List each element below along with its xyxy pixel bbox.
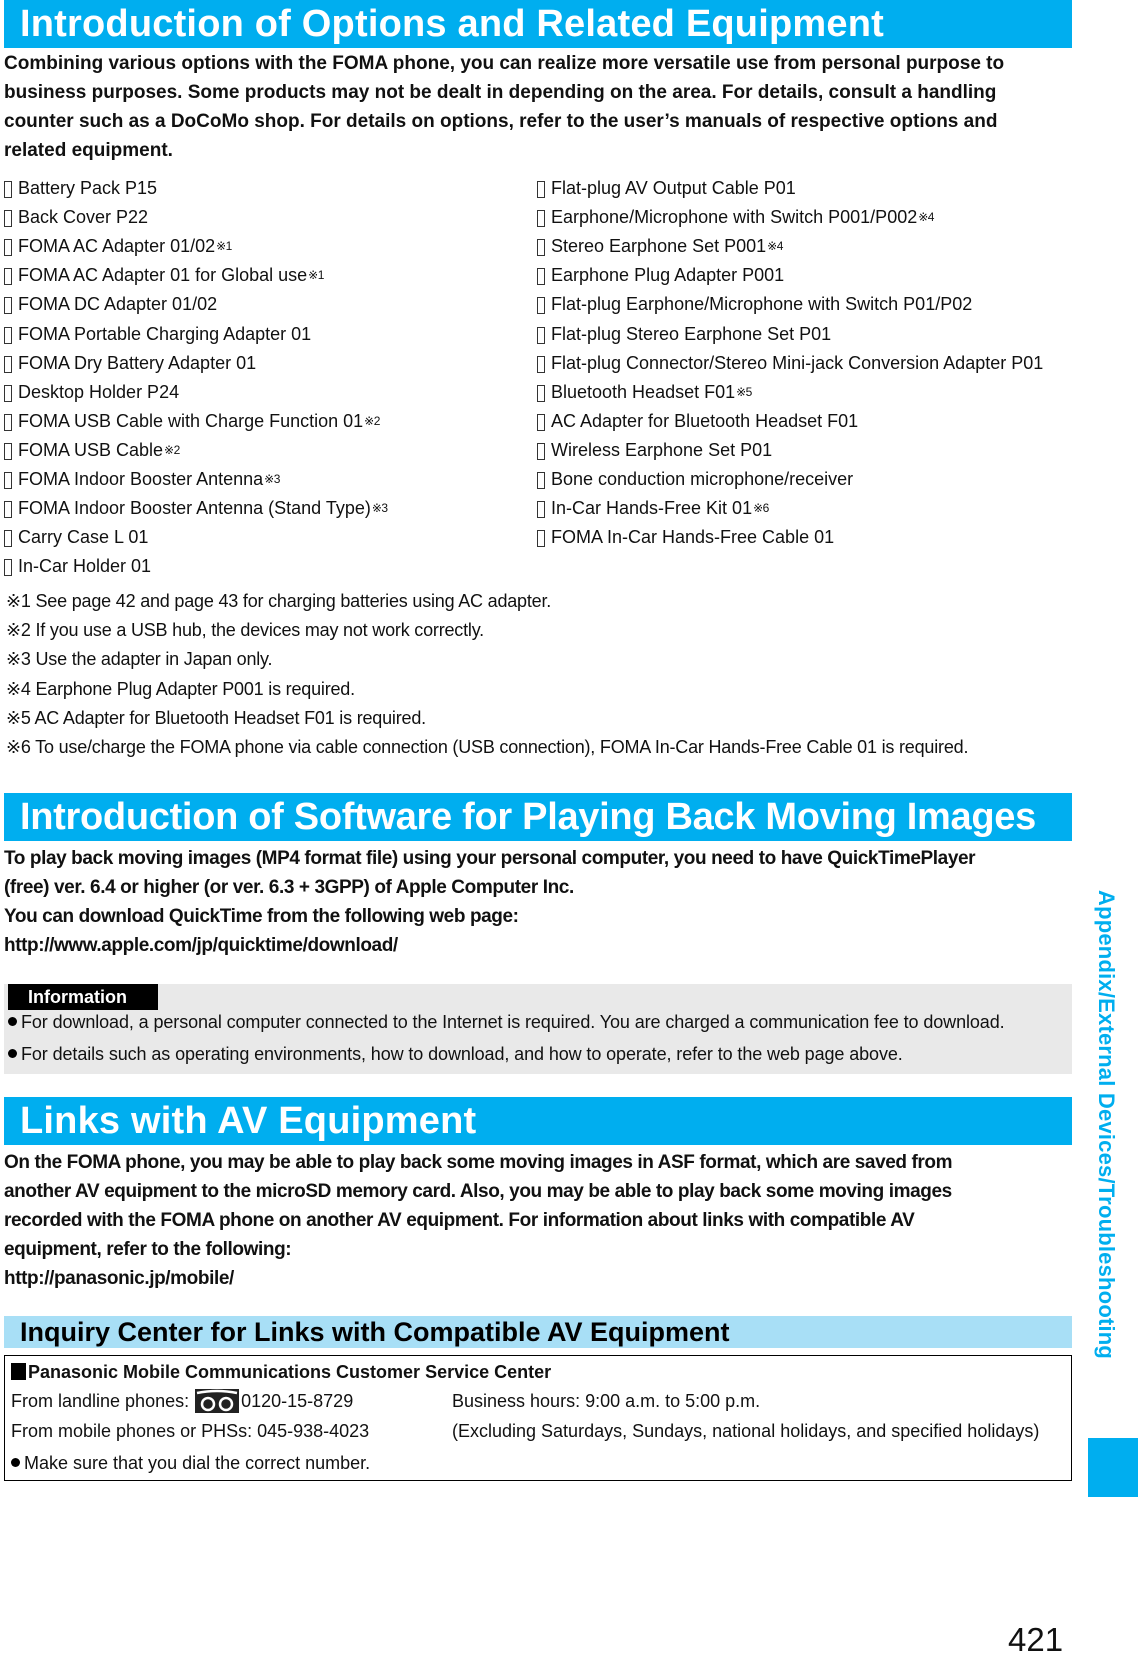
- bullet-icon: [4, 443, 12, 460]
- contact-box: [4, 1355, 1072, 1481]
- bullet-icon: [537, 501, 545, 518]
- bullet-icon: [4, 297, 12, 314]
- intro-line: Combining various options with the FOMA phone, you can realize more versatile use from personal purpose to: [4, 53, 1005, 74]
- section-heading-inquiry: Inquiry Center for Links with Compatible AV Equipment: [4, 1316, 1072, 1348]
- list-item: In-Car Holder 01: [4, 552, 388, 581]
- url-link[interactable]: http://www.apple.com/jp/quicktime/download/: [4, 935, 398, 956]
- footnote: ※3 Use the adapter in Japan only.: [6, 649, 273, 670]
- software-intro: [4, 844, 1072, 960]
- list-item: Flat-plug Earphone/Microphone with Switch P01/P02: [537, 290, 1044, 319]
- list-item: FOMA USB Cable ※2: [4, 436, 388, 465]
- list-item: AC Adapter for Bluetooth Headset F01: [537, 407, 1044, 436]
- footnote: ※6 To use/charge the FOMA phone via cable connection (USB connection), FOMA In-Car Hands-Free Cable 01 is required.: [6, 737, 969, 758]
- bullet-icon: [4, 414, 12, 431]
- bullet-icon: [537, 327, 545, 344]
- bullet-icon: [537, 210, 545, 227]
- intro-line: counter such as a DoCoMo shop. For details on options, refer to the user’s manuals of respective options and: [4, 111, 998, 132]
- list-item: Flat-plug Stereo Earphone Set P01: [537, 319, 1044, 348]
- intro-line: related equipment.: [4, 140, 173, 161]
- mobile-line: From mobile phones or PHSs: 045-938-4023: [11, 1421, 370, 1441]
- list-item: FOMA Dry Battery Adapter 01: [4, 349, 388, 378]
- intro-line: (free) ver. 6.4 or higher (or ver. 6.3 + 3GPP) of Apple Computer Inc.: [4, 877, 574, 898]
- bullet-icon: [537, 181, 545, 198]
- section-heading-software: Introduction of Software for Playing Back Moving Images: [4, 793, 1072, 841]
- intro-line: You can download QuickTime from the following web page:: [4, 906, 519, 927]
- bullet-icon: [4, 530, 12, 547]
- list-item: Bluetooth Headset F01 ※5: [537, 378, 1044, 407]
- footnote: ※2 If you use a USB hub, the devices may not work correctly.: [6, 620, 484, 641]
- bullet-icon: [4, 210, 12, 227]
- bullet-icon: [537, 443, 545, 460]
- business-hours: Business hours: 9:00 a.m. to 5:00 p.m.: [452, 1391, 761, 1411]
- landline-number: 0120-15-8729: [241, 1391, 354, 1411]
- intro-line: another AV equipment to the microSD memory card. Also, you may be able to play back some moving images: [4, 1181, 952, 1202]
- bullet-icon: [4, 356, 12, 373]
- bullet-icon: [4, 268, 12, 285]
- bullet-icon: [8, 1017, 17, 1026]
- information-box: [4, 984, 1072, 1074]
- bullet-icon: [537, 268, 545, 285]
- list-item: Carry Case L 01: [4, 523, 388, 552]
- info-item: For download, a personal computer connected to the Internet is required. You are charged a communication fee to download.: [8, 1008, 1005, 1036]
- list-item: In-Car Hands-Free Kit 01 ※6: [537, 494, 1044, 523]
- options-list-right: [537, 174, 1044, 552]
- information-tag: Information: [8, 984, 158, 1010]
- list-item: Stereo Earphone Set P001 ※4: [537, 232, 1044, 261]
- bullet-icon: [4, 181, 12, 198]
- footnote: ※5 AC Adapter for Bluetooth Headset F01 is required.: [6, 707, 426, 728]
- bullet-icon: [4, 472, 12, 489]
- list-item: Desktop Holder P24: [4, 378, 388, 407]
- list-item: FOMA AC Adapter 01 for Global use ※1: [4, 261, 388, 290]
- bullet-icon: [4, 501, 12, 518]
- list-item: FOMA USB Cable with Charge Function 01 ※2: [4, 407, 388, 436]
- intro-line: recorded with the FOMA phone on another AV equipment. For information about links with compatible AV: [4, 1210, 915, 1231]
- bullet-icon: [8, 1049, 17, 1058]
- reminder: Make sure that you dial the correct number.: [11, 1449, 370, 1477]
- info-item: For details such as operating environments, how to download, and how to operate, refer to the web page above.: [8, 1040, 903, 1068]
- section-heading-options: Introduction of Options and Related Equipment: [4, 0, 1072, 48]
- list-item: Bone conduction microphone/receiver: [537, 465, 1044, 494]
- list-item: Flat-plug AV Output Cable P01: [537, 174, 1044, 203]
- center-name: Panasonic Mobile Communications Customer Service Center: [11, 1360, 551, 1384]
- list-item: FOMA Portable Charging Adapter 01: [4, 319, 388, 348]
- list-item: FOMA DC Adapter 01/02: [4, 290, 388, 319]
- side-tab-marker: [1088, 1438, 1138, 1497]
- bullet-icon: [537, 385, 545, 402]
- bullet-icon: [4, 327, 12, 344]
- intro-line: To play back moving images (MP4 format file) using your personal computer, you need to have QuickTimePlayer: [4, 848, 976, 869]
- list-item: Earphone/Microphone with Switch P001/P002 ※4: [537, 203, 1044, 232]
- bullet-icon: [537, 530, 545, 547]
- list-item: Battery Pack P15: [4, 174, 388, 203]
- intro-line: business purposes. Some products may not be dealt in depending on the area. For details, consult a handling: [4, 82, 997, 103]
- list-item: Back Cover P22: [4, 203, 388, 232]
- footnote: ※1 See page 42 and page 43 for charging batteries using AC adapter.: [6, 591, 552, 611]
- bullet-icon: [537, 472, 545, 489]
- footnote: ※4 Earphone Plug Adapter P001 is required.: [6, 678, 355, 699]
- intro-line: On the FOMA phone, you may be able to play back some moving images in ASF format, which are saved from: [4, 1152, 953, 1173]
- list-item: FOMA In-Car Hands-Free Cable 01: [537, 523, 1044, 552]
- page-number: 421: [1008, 1621, 1064, 1658]
- list-item: Flat-plug Connector/Stereo Mini-jack Conversion Adapter P01: [537, 349, 1044, 378]
- side-tab-label: Appendix/External Devices/Troubleshooting: [1094, 890, 1119, 1360]
- bullet-icon: [537, 239, 545, 256]
- free-dial-icon: [195, 1389, 239, 1413]
- url-link[interactable]: http://panasonic.jp/mobile/: [4, 1268, 234, 1289]
- list-item: Earphone Plug Adapter P001: [537, 261, 1044, 290]
- list-item: FOMA Indoor Booster Antenna (Stand Type) ※3: [4, 494, 388, 523]
- business-hours-note: (Excluding Saturdays, Sundays, national holidays, and specified holidays): [452, 1421, 1040, 1441]
- footnotes: [6, 587, 968, 762]
- bullet-icon: [4, 239, 12, 256]
- list-item: Wireless Earphone Set P01: [537, 436, 1044, 465]
- options-intro: [4, 49, 1072, 165]
- square-marker-icon: [11, 1363, 26, 1380]
- bullet-icon: [537, 297, 545, 314]
- landline-line: From landline phones: 0120-15-8729: [11, 1391, 354, 1411]
- bullet-icon: [537, 414, 545, 431]
- intro-line: equipment, refer to the following:: [4, 1239, 292, 1260]
- list-item: FOMA AC Adapter 01/02 ※1: [4, 232, 388, 261]
- bullet-icon: [4, 559, 12, 576]
- options-list-left: [4, 174, 388, 581]
- bullet-icon: [4, 385, 12, 402]
- bullet-icon: [537, 356, 545, 373]
- av-intro: [4, 1148, 1072, 1293]
- bullet-icon: [11, 1458, 20, 1467]
- section-heading-av: Links with AV Equipment: [4, 1097, 1072, 1145]
- list-item: FOMA Indoor Booster Antenna ※3: [4, 465, 388, 494]
